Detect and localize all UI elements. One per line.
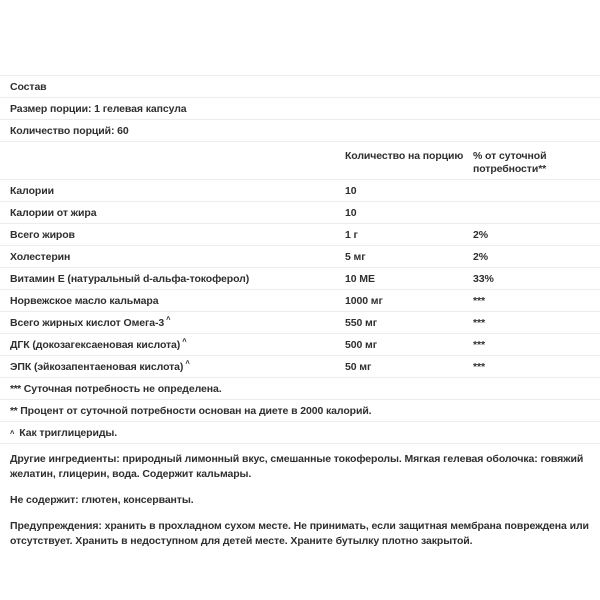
footnote-marker: ** [10, 404, 18, 417]
serving-size-label: Размер порции: 1 гелевая капсула [10, 102, 187, 115]
nutrient-amount: 550 мг [345, 316, 377, 329]
nutrient-daily-value: *** [473, 316, 485, 329]
nutrient-name-text: Витамин E (натуральный d-альфа-токоферол) [10, 272, 250, 285]
nutrient-name-text: Всего жиров [10, 228, 75, 241]
nutrient-amount: 10 [345, 206, 357, 219]
nutrient-amount: 1 г [345, 228, 358, 241]
footnote-marker: ˄ [166, 314, 171, 323]
nutrient-daily-value: 2% [473, 250, 488, 263]
servings-per-container-row [0, 119, 600, 141]
nutrient-amount: 10 [345, 184, 357, 197]
nutrient-name [10, 295, 345, 307]
nutrient-name [10, 273, 345, 285]
nutrient-name-text: Калории [10, 184, 54, 197]
nutrient-name [10, 207, 345, 219]
table-row [0, 245, 600, 267]
table-row [0, 223, 600, 245]
nutrient-daily-value: *** [473, 338, 485, 351]
warnings-paragraph: Предупреждения: хранить в прохладном сухом месте. Не принимать, если защитная мембрана повреждена или отсутствует. Хранить в недоступном для детей месте. Храните бутылку плотно закрытой. [10, 520, 589, 547]
nutrient-amount: 500 мг [345, 338, 377, 351]
table-row [0, 333, 600, 355]
footnote-text: Как триглицериды. [19, 426, 118, 439]
footnote-row [0, 399, 600, 421]
footnote-text: Суточная потребность не определена. [23, 382, 222, 395]
footnote-row: ˄ Как триглицериды. [0, 421, 600, 443]
nutrient-name [10, 229, 345, 241]
nutrient-amount: 5 мг [345, 250, 366, 263]
table-header-row [0, 141, 600, 179]
nutrient-rows [0, 179, 600, 377]
supplement-facts-panel [0, 75, 600, 549]
footnote-marker: *** [10, 382, 21, 395]
column-header-amount-per-serving: Количество на порцию [345, 150, 464, 162]
additional-info-block [0, 443, 600, 549]
footnote-marker: ˄ [182, 336, 187, 345]
table-row [0, 289, 600, 311]
nutrient-amount: 10 МЕ [345, 272, 375, 285]
table-row [0, 201, 600, 223]
page-title: Состав [10, 80, 47, 93]
table-row [0, 355, 600, 377]
nutrient-daily-value: 2% [473, 228, 488, 241]
nutrient-name-text: Норвежское масло кальмара [10, 294, 159, 307]
nutrient-name-text: ЭПК (эйкозапентаеновая кислота) [10, 360, 184, 373]
nutrient-name [10, 336, 345, 351]
nutrient-name-text: Холестерин [10, 250, 71, 263]
panel-title-row [0, 75, 600, 97]
table-row [0, 311, 600, 333]
nutrient-daily-value: 33% [473, 272, 494, 285]
nutrient-name-text: Калории от жира [10, 206, 97, 219]
table-row [0, 179, 600, 201]
free-from-paragraph: Не содержит: глютен, консерванты. [10, 494, 194, 506]
column-header-daily-value: % от суточной потребности** [473, 150, 547, 175]
nutrient-daily-value: *** [473, 360, 485, 373]
footnote-row [0, 377, 600, 399]
nutrient-daily-value: *** [473, 294, 485, 307]
nutrient-name [10, 185, 345, 197]
serving-size-row [0, 97, 600, 119]
nutrient-name-text: ДГК (докозагексаеновая кислота) [10, 338, 181, 351]
footnote-text: Процент от суточной потребности основан на диете в 2000 калорий. [20, 404, 372, 417]
footnotes [0, 377, 600, 443]
nutrient-amount: 50 мг [345, 360, 372, 373]
nutrient-name [10, 314, 345, 329]
servings-per-container-label: Количество порций: 60 [10, 124, 129, 137]
nutrient-name [10, 251, 345, 263]
footnote-marker: ˄ [185, 358, 190, 367]
nutrient-name [10, 358, 345, 373]
other-ingredients-paragraph: Другие ингредиенты: природный лимонный вкус, смешанные токоферолы. Мягкая гелевая оболочка: говяжий желатин, глицерин, вода. Содержит кальмары. [10, 453, 584, 480]
nutrient-name-text: Всего жирных кислот Омега-3 [10, 316, 165, 329]
table-row [0, 267, 600, 289]
nutrient-amount: 1000 мг [345, 294, 383, 307]
